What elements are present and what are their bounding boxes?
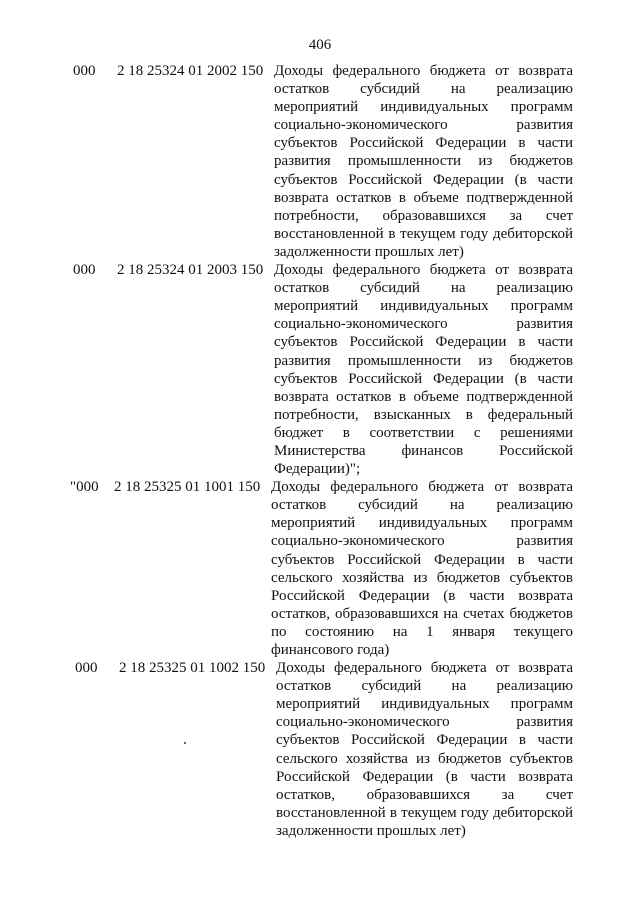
description-line: возврата остатков в объеме подтвержденной	[274, 189, 573, 206]
description-line: остатков, образовавшихся на счетах бюджетов	[271, 605, 573, 622]
description-line: Федерации)";	[274, 461, 361, 478]
description-line: восстановленной в текущем году дебиторской	[276, 804, 573, 821]
budget-entry	[70, 659, 573, 840]
description-line: сельского хозяйства из бюджетов субъектов	[271, 569, 573, 586]
kbk-code: 2 18 25325 01 1002 150	[119, 660, 266, 677]
scan-speck	[184, 742, 186, 744]
description-line: остатков субсидий на реализацию	[274, 280, 573, 297]
description-line: по состоянию на 1 января текущего	[271, 623, 573, 640]
description-line: остатков, образовавшихся за счет	[276, 786, 573, 803]
description-line: социально-экономического развития	[274, 117, 573, 134]
entry-description	[271, 478, 573, 659]
description-line: Доходы федерального бюджета от возврата	[274, 262, 573, 279]
entry-description	[276, 659, 573, 840]
description-line: Министерства финансов Российской	[274, 442, 573, 459]
entry-description	[274, 261, 573, 478]
description-line: субъектов Российской Федерации в части	[271, 551, 573, 568]
description-line: субъектов Российской Федерации в части	[274, 135, 573, 152]
description-line: субъектов Российской Федерации в части	[276, 732, 573, 749]
entry-description	[274, 62, 573, 261]
description-line: социально-экономического развития	[276, 714, 573, 731]
description-line: развития промышленности из бюджетов	[274, 153, 573, 170]
description-line: Доходы федерального бюджета от возврата	[276, 660, 573, 677]
description-line: сельского хозяйства из бюджетов субъектов	[276, 750, 573, 767]
description-line: социально-экономического развития	[274, 316, 573, 333]
description-line: остатков субсидий на реализацию	[271, 497, 573, 514]
description-line: развития промышленности из бюджетов	[274, 352, 573, 369]
admin-code: "000	[70, 479, 99, 496]
description-line: остатков субсидий на реализацию	[276, 678, 573, 695]
budget-entry	[70, 62, 573, 261]
description-line: мероприятий индивидуальных программ	[276, 696, 573, 713]
description-line: задолженности прошлых лет)	[274, 243, 464, 260]
description-line: потребности, взысканных в федеральный	[274, 406, 573, 423]
description-line: остатков субсидий на реализацию	[274, 81, 573, 98]
description-line: субъектов Российской Федерации (в части	[274, 370, 573, 387]
description-line: субъектов Российской Федерации (в части	[274, 171, 573, 188]
budget-entry	[70, 261, 573, 478]
budget-code-list	[70, 62, 573, 840]
description-line: восстановленной в текущем году дебиторской	[274, 225, 573, 242]
description-line: мероприятий индивидуальных программ	[274, 298, 573, 315]
budget-entry	[70, 478, 573, 659]
description-line: Российской Федерации (в части возврата	[276, 768, 573, 785]
description-line: задолженности прошлых лет)	[276, 822, 466, 839]
description-line: Доходы федерального бюджета от возврата	[271, 479, 573, 496]
description-line: мероприятий индивидуальных программ	[271, 515, 573, 532]
admin-code: 000	[73, 63, 96, 79]
description-line: бюджет в соответствии с решениями	[274, 424, 573, 441]
description-line: возврата остатков в объеме подтвержденной	[274, 388, 573, 405]
page-number: 406	[308, 37, 332, 53]
description-line: Доходы федерального бюджета от возврата	[274, 63, 573, 79]
admin-code: 000	[73, 262, 96, 279]
description-line: финансового года)	[271, 642, 390, 658]
kbk-code: 2 18 25324 01 2002 150	[117, 63, 264, 79]
kbk-code: 2 18 25324 01 2003 150	[117, 262, 264, 279]
description-line: мероприятий индивидуальных программ	[274, 99, 573, 116]
description-line: Российской Федерации (в части возврата	[271, 587, 573, 604]
description-line: социально-экономического развития	[271, 533, 573, 550]
admin-code: 000	[75, 660, 98, 677]
description-line: субъектов Российской Федерации в части	[274, 334, 573, 351]
description-line: потребности, образовавшихся за счет	[274, 207, 573, 224]
kbk-code: 2 18 25325 01 1001 150	[114, 479, 261, 496]
